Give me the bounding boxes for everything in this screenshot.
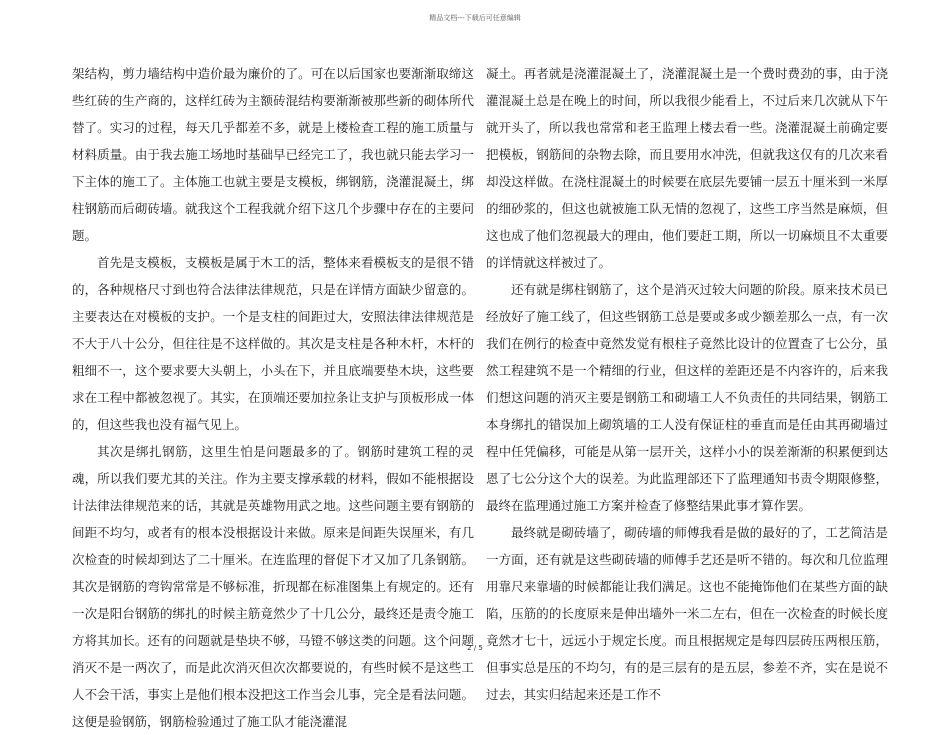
paragraph: 还有就是绑柱钢筋了，这个是消灭过较大问题的阶段。原来技术员已经放好了施工线了，但这些钢筋工总是要或多或少额差那么一点，有一次我们在例行的检查中竟然发觉有根柱子竟然比设计的位置查了七公分，虽然工程建筑不是一个精细的行业，但这样的差距还是不内容许的，后来我们想这问题的消灭主要是钢筋工和砌墙工人不负责任的共同结果，钢筋工本身绑扎的错误加上砌筑墙的工人没有保证柱的垂直而是任由其再砌墙过程中任凭偏移，可能是从第一层开关，这样小小的误差渐渐的积累便到达恩了七公分这个大的误差。为此监理部还下了监理通知书责令期限修整，最终在监理通过施工方案并检查了修整结果此事才算作罢。 xyxy=(486,282,888,513)
paragraph: 其次是绑扎钢筋，这里生怕是问题最多的了。钢筋时建筑工程的灵魂，所以我们要尤其的关注。作为主要支撑承载的材料，假如不能根据设计法律法律规范来的话，其就是英雄物用武之地。这些问题主要有钢筋的间距不均匀，或者有的根本没根据设计来做。原来是间距失误厘米，有几次检查的时候却到达了二十厘米。在连监理的督促下才又加了几条钢筋。其次是钢筋的弯钩常常是不够标准，折现都在标准图集上有规定的。还有一次是阳台钢筋的绑扎的时候主筋竟然少了十几公分，最终还是责令施工方将其加长。还有的问题就是垫块不够，马镫不够这类的问题。这个问题消灭不是一两次了，而是此次消灭但次次都要说的，有些时候不是这些工人不会干活，事实上是他们根本没把这工作当会儿事，完全是看法问题。这便是验钢筋，钢筋检验通过了施工队才能浇灌混 xyxy=(72,444,474,729)
page-number: 2 / 5 xyxy=(467,644,483,652)
left-column xyxy=(72,60,474,735)
paragraph: 凝土。再者就是浇灌混凝土了，浇灌混凝土是一个费时费劲的事，由于浇灌混凝土总是在晚上的时间，所以我很少能看上，不过后来几次就从下午就开头了，所以我也常常和老王监理上楼去看一些。浇灌混凝土前确定要把模板，钢筋间的杂物去除，而且要用水冲洗，但就我这仅有的几次来看却没这样做。在浇柱混凝土的时候要在底层先要铺一层五十厘米到一米厚的细砂浆的，但这也就被施工队无情的忽视了，这些工序当然是麻烦，但这也成了他们忽视最大的理由，他们要赶工期，所以一切麻烦且不太重要的详情就这样被过了。 xyxy=(486,66,888,270)
paragraph: 架结构，剪力墙结构中造价最为廉价的了。可在以后国家也要渐渐取缔这些红砖的生产商的，这样红砖为主额砖混结构要渐渐被那些新的砌体所代替了。实习的过程，每天几乎都差不多，就是上楼检查工程的施工质量与材料质量。由于我去施工场地时基础早已经完工了，我也就只能去学习一下主体的施工了。主体施工也就主要是支模板，绑钢筋，浇灌混凝土，绑柱钢筋而后砌砖墙。就我这个工程我就介绍下这几个步骤中存在的主要问题。 xyxy=(72,66,474,243)
paragraph: 首先是支模板，支模板是属于木工的活，整体来看模板支的是很不错的，各种规格尺寸到也符合法律法律规范，只是在详情方面缺少留意的。主要表达在对模板的支护。一个是支柱的间距过大，安照法律法律规范是不大于八十公分，但往往是不这样做的。其次是支柱是各种木杆，木杆的粗细不一，这个要求要大头朝上，小头在下，并且底端要垫木块，这些要求在工程中都被忽视了。其实，在顶端还要加拉条让支护与顶板形成一体的，但这些我也没有福气见上。 xyxy=(72,255,474,432)
paragraph: 最终就是砌砖墙了，砌砖墙的师傅我看是做的最好的了，工艺简洁是一方面，还有就是这些砌砖墙的师傅手艺还是听不错的。每次和几位监理用靠尺来靠墙的时候都能让我们满足。这也不能掩饰他们在某些方面的缺陷，压筋的的长度原来是伸出墙外一米二左右，但在一次检查的时候长度竟然才七十，远远小于规定长度。而且根据规定是每四层砖压两根压筋，但事实总是压的不均匀，有的是三层有的是五层，参差不齐，实在是说不过去，其实归结起来还是工作不 xyxy=(486,525,888,702)
right-column xyxy=(486,60,888,708)
document-header: 精品文档---下载后可任意编辑 xyxy=(429,14,521,22)
